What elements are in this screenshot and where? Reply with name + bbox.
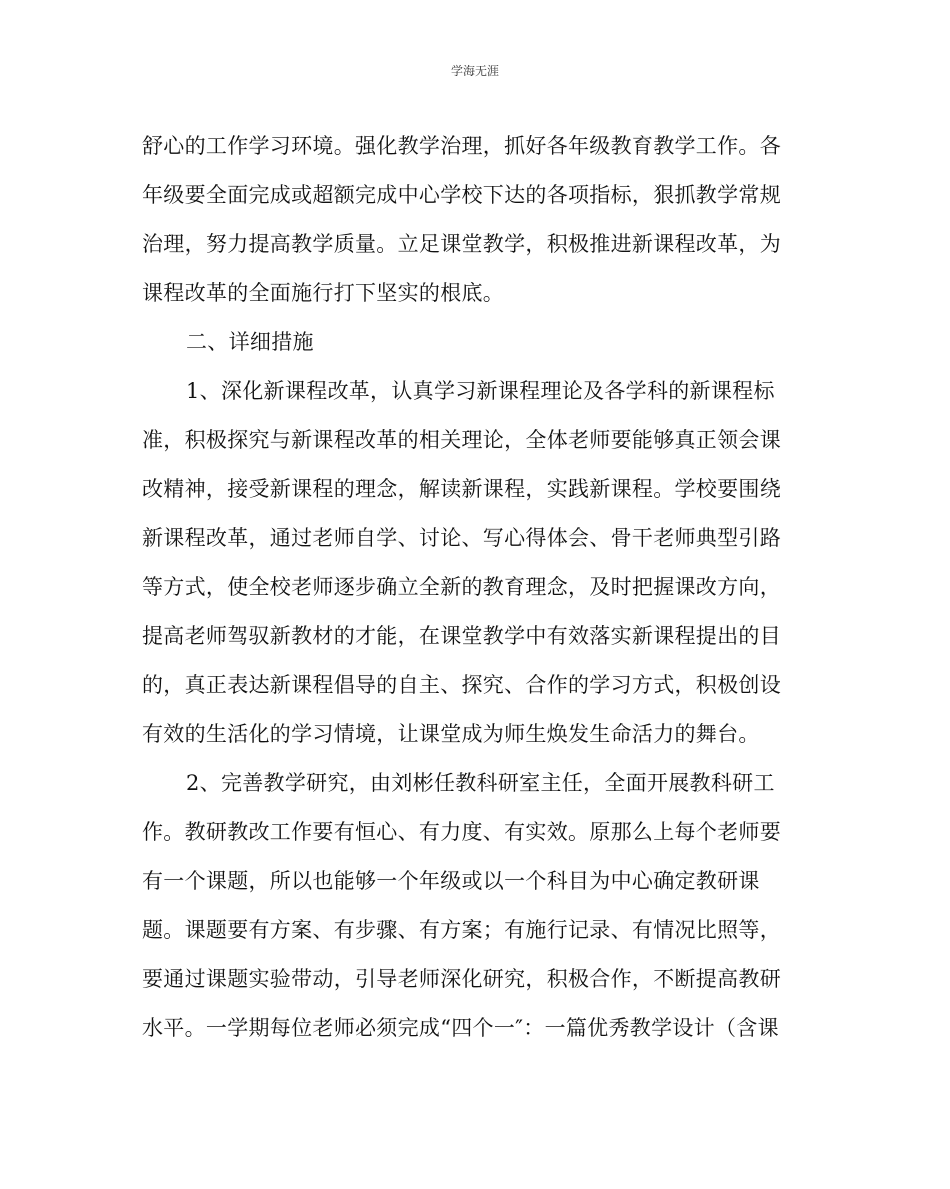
text-line: 题。课题要有方案、有步骤、有方案；有施行记录、有情况比照等， (142, 918, 781, 942)
text-line: 等方式，使全校老师逐步确立全新的教育理念，及时把握课改方向， (142, 575, 781, 599)
text-line: 课程改革的全面施行打下坚实的根底。 (142, 281, 505, 305)
paragraph-3 (142, 367, 802, 759)
document-body (142, 122, 802, 1053)
page-header: 学海无涯 (450, 64, 499, 78)
text-line: 有一个课题，所以也能够一个年级或以一个科目为中心确定教研课 (142, 869, 760, 893)
text-line: 舒心的工作学习环境。强化教学治理，抓好各年级教育教学工作。各 (142, 134, 781, 158)
text-line: 作。教研教改工作要有恒心、有力度、有实效。原那么上每个老师要 (142, 820, 781, 844)
text-line: 2、完善教学研究，由刘彬任教科研室主任，全面开展教科研工 (186, 771, 775, 795)
text-line: 水平。一学期每位老师必须完成“四个一″：一篇优秀教学设计（含课 (142, 1016, 779, 1040)
text-line: 治理，努力提高教学质量。立足课堂教学，积极推进新课程改革，为 (142, 232, 781, 256)
text-line: 有效的生活化的学习情境，让课堂成为师生焕发生命活力的舞台。 (142, 722, 760, 746)
section-heading-measures (142, 318, 802, 367)
section-heading-text: 二、详细措施 (186, 330, 314, 354)
text-line: 要通过课题实验带动，引导老师深化研究，积极合作，不断提高教研 (142, 967, 781, 991)
text-line: 提高老师驾驭新教材的才能，在课堂教学中有效落实新课程提出的目 (142, 624, 781, 648)
text-line: 的，真正表达新课程倡导的自主、探究、合作的学习方式，积极创设 (142, 673, 781, 697)
text-line: 改精神，接受新课程的理念，解读新课程，实践新课程。学校要围绕 (142, 477, 781, 501)
paragraph-4 (142, 759, 802, 1053)
text-line: 准，积极探究与新课程改革的相关理论，全体老师要能够真正领会课 (142, 428, 781, 452)
text-line: 年级要全面完成或超额完成中心学校下达的各项指标，狠抓教学常规 (142, 183, 781, 207)
paragraph-1 (142, 122, 802, 318)
text-line: 新课程改革，通过老师自学、讨论、写心得体会、骨干老师典型引路 (142, 526, 781, 550)
text-line: 1、深化新课程改革，认真学习新课程理论及各学科的新课程标 (186, 379, 775, 403)
